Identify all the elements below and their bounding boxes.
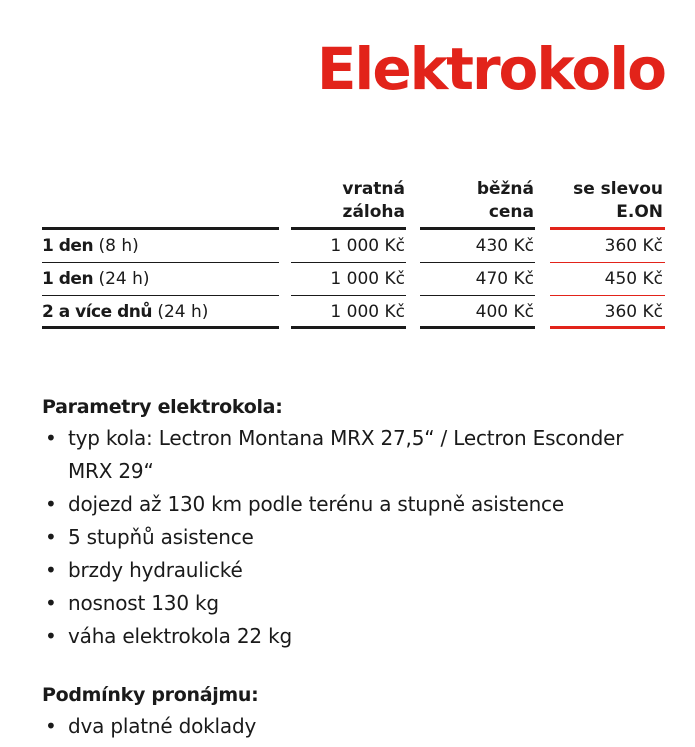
header-deposit (342, 178, 405, 224)
header-deposit-line2: záloha (342, 202, 405, 222)
params-heading: Parametry elektrokola: (42, 396, 283, 418)
list-item (42, 521, 662, 554)
footer-rule-label (42, 326, 279, 329)
table-row (42, 296, 665, 328)
list-item-text: váha elektrokola 22 kg (68, 624, 292, 648)
header-deposit-line1: vratná (342, 179, 405, 199)
cell-price: 400 Kč (475, 302, 534, 322)
header-discount-line2: E.ON (616, 202, 663, 222)
conditions-section (42, 680, 662, 743)
cell-price: 430 Kč (475, 236, 534, 256)
list-item (42, 620, 662, 653)
cell-discount: 360 Kč (604, 236, 663, 256)
bullet-icon: • (45, 492, 57, 516)
row-label (42, 299, 208, 325)
list-item-text: typ kola: Lectron Montana MRX 27,5“ / Lectron Esconder MRX 29“ (68, 426, 624, 483)
list-item-text: dva platné doklady (68, 714, 257, 738)
row-label-bold: 2 a více dnů (42, 302, 152, 322)
list-item-text: 5 stupňů asistence (68, 525, 254, 549)
row-label-rest: (8 h) (93, 236, 139, 256)
table-row (42, 230, 665, 262)
footer-rule-price (420, 326, 535, 329)
cell-deposit: 1 000 Kč (330, 269, 405, 289)
bullet-icon: • (45, 624, 57, 648)
cell-price: 470 Kč (475, 269, 534, 289)
list-item (42, 587, 662, 620)
list-item (42, 710, 662, 743)
row-label (42, 266, 150, 292)
row-label (42, 233, 139, 259)
bullet-icon: • (45, 591, 57, 615)
params-section (42, 392, 662, 653)
conditions-list (42, 710, 662, 743)
header-discount (573, 178, 663, 224)
row-label-bold: 1 den (42, 269, 94, 289)
footer-rule-deposit (291, 326, 406, 329)
cell-deposit: 1 000 Kč (330, 236, 405, 256)
list-item-text: brzdy hydraulické (68, 558, 243, 582)
table-row (42, 263, 665, 295)
list-item-text: nosnost 130 kg (68, 591, 219, 615)
header-price (477, 178, 534, 224)
conditions-heading: Podmínky pronájmu: (42, 684, 259, 706)
bullet-icon: • (45, 426, 57, 450)
bullet-icon: • (45, 558, 57, 582)
cell-deposit: 1 000 Kč (330, 302, 405, 322)
bullet-icon: • (45, 525, 57, 549)
header-price-line2: cena (488, 202, 534, 222)
row-label-rest: (24 h) (93, 269, 150, 289)
list-item (42, 554, 662, 587)
cell-discount: 360 Kč (604, 302, 663, 322)
page-title: Elektrokolo (316, 35, 665, 103)
bullet-icon: • (45, 714, 57, 738)
row-label-rest: (24 h) (151, 302, 209, 322)
params-list (42, 422, 662, 653)
row-label-bold: 1 den (42, 236, 94, 256)
header-price-line1: běžná (476, 179, 534, 199)
list-item (42, 488, 662, 521)
list-item-text: dojezd až 130 km podle terénu a stupně asistence (68, 492, 564, 516)
header-discount-line1: se slevou (573, 179, 663, 199)
footer-rule-discount (550, 326, 665, 329)
cell-discount: 450 Kč (604, 269, 663, 289)
list-item (42, 422, 662, 488)
